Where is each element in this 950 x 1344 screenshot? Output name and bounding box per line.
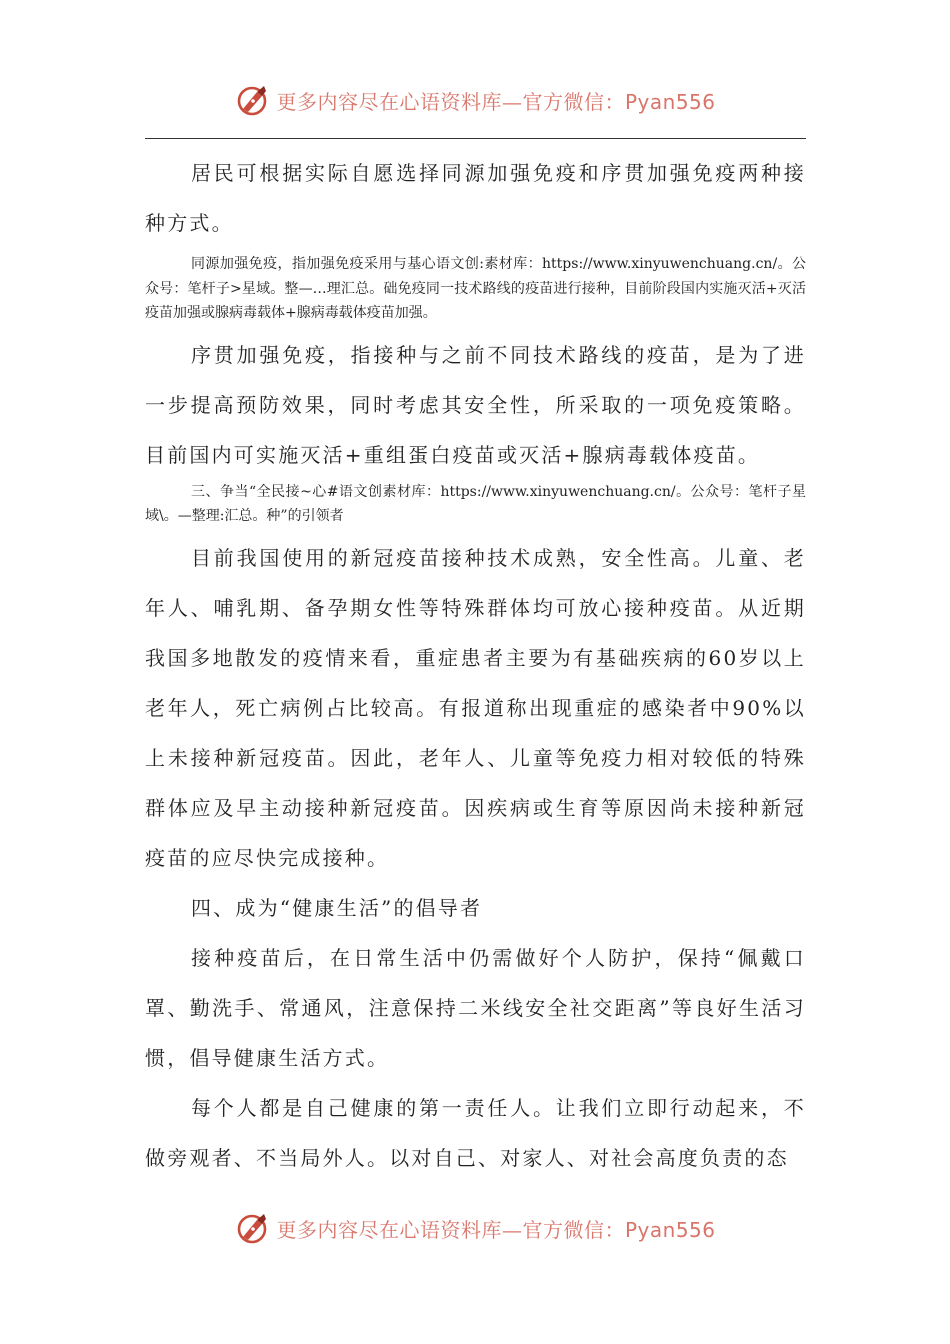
paragraph-section-three-heading: 三、争当“全民接~心#语文创素材库：https://www.xinyuwenchuang.cn/。公众号：笔杆子星域\。—整理:汇总。种”的引领者 (145, 483, 806, 524)
paragraph-personal-protection: 接种疫苗后，在日常生活中仍需做好个人防护，保持“佩戴口罩、勤洗手、常通风，注意保持二米线安全社交距离”等良好生活习惯，倡导健康生活方式。 (145, 945, 806, 1070)
paragraph-homologous-booster: 同源加强免疫，指加强免疫采用与基心语文创:素材库：https://www.xinyuwenchuang.cn/。公众号：笔杆子>星域。整—…理汇总。础免疫同一技术路线的疫苗进行接种，目前阶段国内实施灭活+灭活疫苗加强或腺病毒载体+腺病毒载体疫苗加强。 (145, 256, 806, 321)
header-rule (145, 138, 806, 139)
footer-banner (0, 1210, 950, 1246)
document-body (145, 148, 806, 1183)
pen-nib-circle-icon (234, 1210, 270, 1246)
section-four-heading: 四、成为“健康生活”的倡导者 (191, 895, 483, 920)
header-banner-wechat-id: Pyan556 (624, 89, 716, 114)
footer-banner-wechat-id: Pyan556 (624, 1217, 716, 1242)
footer-banner-text (276, 1214, 715, 1243)
paragraph-vaccine-safety: 目前我国使用的新冠疫苗接种技术成熟，安全性高。儿童、老年人、哺乳期、备孕期女性等特殊群体均可放心接种疫苗。从近期我国多地散发的疫情来看，重症患者主要为有基础疾病的60岁以上老年人，死亡病例占比较高。有报道称出现重症的感染者中90%以上未接种新冠疫苗。因此，老年人、儿童等免疫力相对较低的特殊群体应及早主动接种新冠疫苗。因疾病或生育等原因尚未接种新冠疫苗的应尽快完成接种。 (145, 545, 806, 870)
header-banner-inner (234, 82, 715, 118)
footer-banner-cn: 更多内容尽在心语资料库—官方微信： (276, 1217, 625, 1242)
footer-banner-inner (234, 1210, 715, 1246)
header-banner (0, 82, 950, 118)
paragraph-responsibility: 每个人都是自己健康的第一责任人。让我们立即行动起来，不做旁观者、不当局外人。以对自己、对家人、对社会高度负责的态 (145, 1095, 806, 1170)
header-banner-text (276, 86, 715, 115)
paragraph-sequential-booster: 序贯加强免疫，指接种与之前不同技术路线的疫苗，是为了进一步提高预防效果，同时考虑其安全性，所采取的一项免疫策略。目前国内可实施灭活+重组蛋白疫苗或灭活+腺病毒载体疫苗。 (145, 342, 806, 467)
header-banner-cn: 更多内容尽在心语资料库—官方微信： (276, 89, 625, 114)
paragraph-vaccination-options: 居民可根据实际自愿选择同源加强免疫和序贯加强免疫两种接种方式。 (145, 161, 806, 235)
pen-nib-circle-icon (234, 82, 270, 118)
